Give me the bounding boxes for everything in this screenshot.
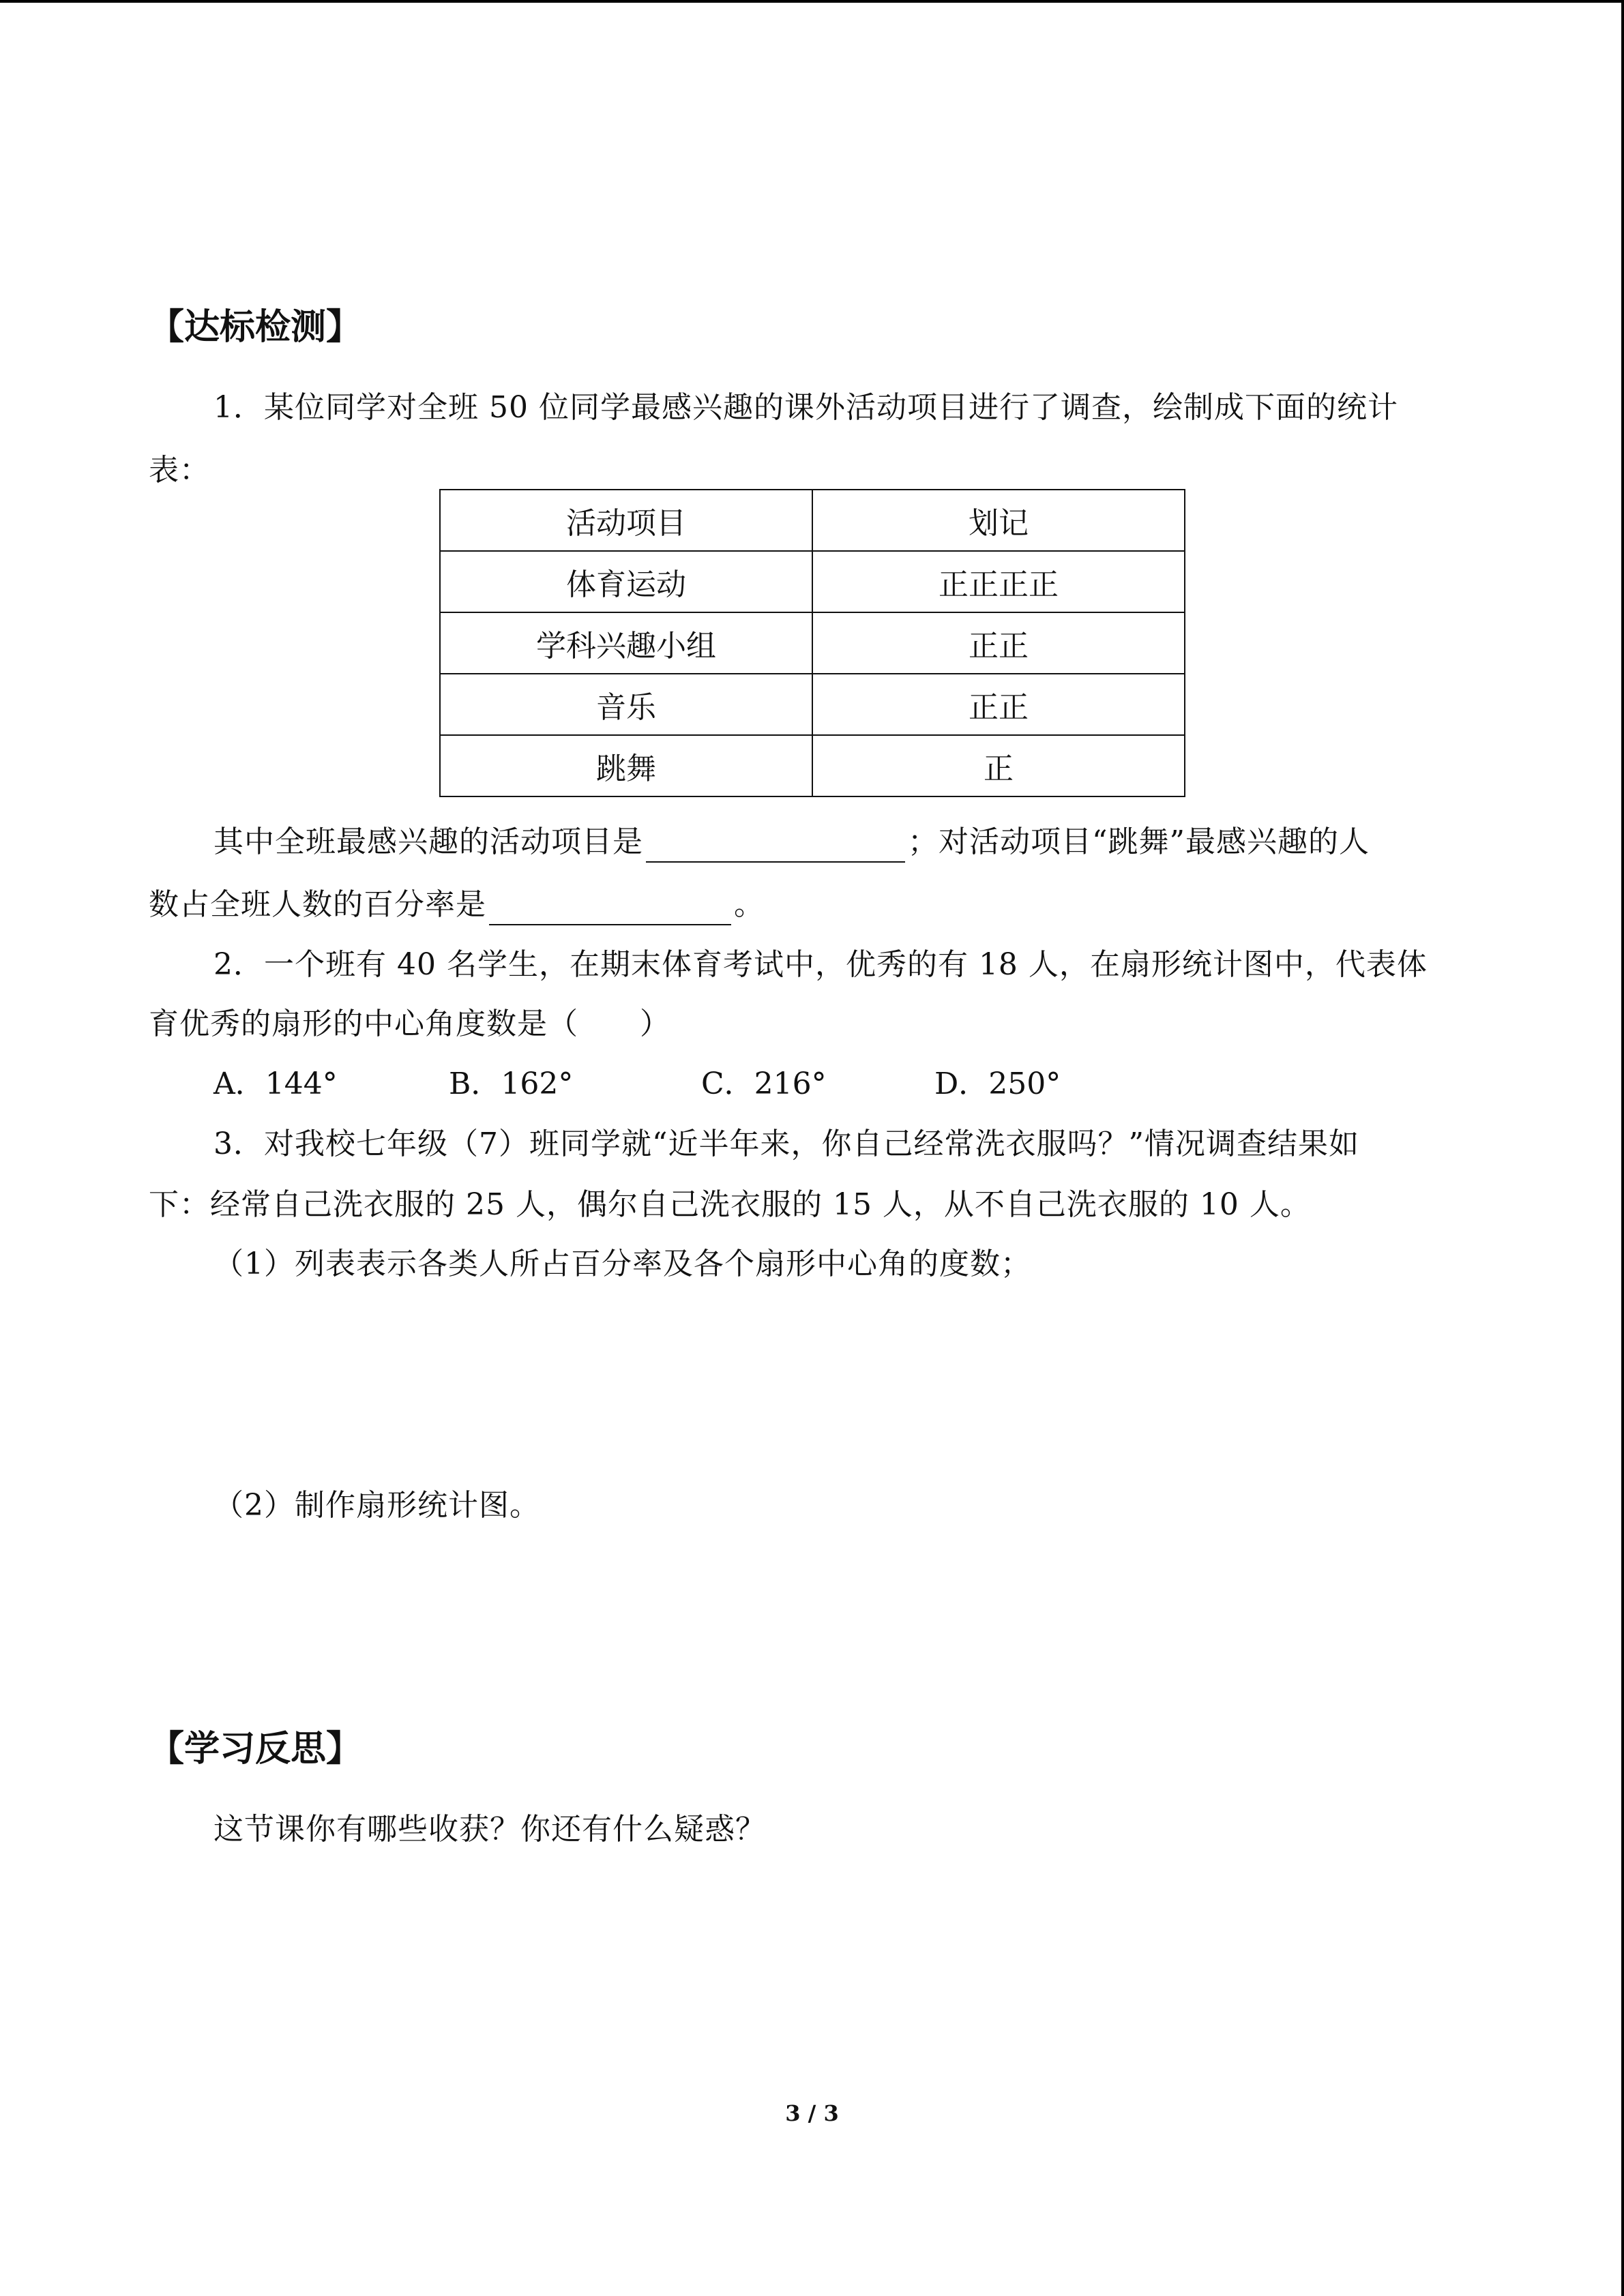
q2-line1: 2．一个班有 40 名学生，在期末体育考试中，优秀的有 18 人，在扇形统计图中，代表体 — [213, 947, 1428, 982]
table-cell: 体育运动 — [440, 551, 812, 612]
table-cell: 正 — [812, 735, 1185, 796]
q1-line2: 表： — [149, 453, 210, 488]
q2-option-b: B．162° — [449, 1067, 574, 1101]
q3-part1: （1）列表表示各类人所占百分率及各个扇形中心角的度数； — [213, 1247, 1031, 1281]
table-header-cell: 活动项目 — [440, 490, 812, 551]
table-row — [440, 551, 1185, 612]
section-title-assessment: 【达标检测】 — [149, 307, 362, 348]
answer-blank-percentage[interactable] — [489, 893, 731, 925]
q3-line2: 下：经常自己洗衣服的 25 人，偶尔自己洗衣服的 15 人，从不自己洗衣服的 10 人。 — [149, 1187, 1311, 1222]
table-row — [440, 674, 1185, 735]
page-number: 3 / 3 — [785, 2100, 839, 2126]
q1-followup-line1 — [213, 822, 1370, 863]
table-header-row — [440, 490, 1185, 551]
right-border — [1621, 0, 1624, 2296]
q1-followup-text-b: ；对活动项目“跳舞”最感兴趣的人 — [908, 824, 1370, 859]
q2-option-a: A．144° — [213, 1067, 338, 1101]
table-row — [440, 735, 1185, 796]
top-border — [0, 0, 1624, 3]
q3-line1: 3．对我校七年级（7）班同学就“近半年来，你自己经常洗衣服吗？”情况调查结果如 — [213, 1127, 1359, 1161]
table-cell: 学科兴趣小组 — [440, 612, 812, 674]
reflection-prompt: 这节课你有哪些收获？你还有什么疑惑？ — [213, 1812, 766, 1847]
table-cell: 正正 — [812, 612, 1185, 674]
q1-followup-text-d: 。 — [734, 887, 765, 922]
table-row — [440, 612, 1185, 674]
q1-line1: 1．某位同学对全班 50 位同学最感兴趣的课外活动项目进行了调查，绘制成下面的统计 — [213, 390, 1398, 425]
q2-line2: 育优秀的扇形的中心角度数是（ ） — [149, 1007, 670, 1041]
q1-followup-text-c: 数占全班人数的百分率是 — [149, 887, 486, 922]
answer-blank-activity[interactable] — [646, 830, 905, 863]
q3-part2: （2）制作扇形统计图。 — [213, 1488, 540, 1523]
table-cell: 正正正正 — [812, 551, 1185, 612]
section-title-reflection: 【学习反思】 — [149, 1729, 362, 1770]
table-cell: 跳舞 — [440, 735, 812, 796]
q2-option-d: D．250° — [934, 1067, 1061, 1101]
q1-followup-line2 — [149, 884, 765, 925]
q1-followup-text-a: 其中全班最感兴趣的活动项目是 — [213, 824, 643, 859]
table-cell: 正正 — [812, 674, 1185, 735]
tally-table — [439, 489, 1185, 797]
table-cell: 音乐 — [440, 674, 812, 735]
table-header-cell: 划记 — [812, 490, 1185, 551]
q2-option-c: C．216° — [701, 1067, 827, 1101]
